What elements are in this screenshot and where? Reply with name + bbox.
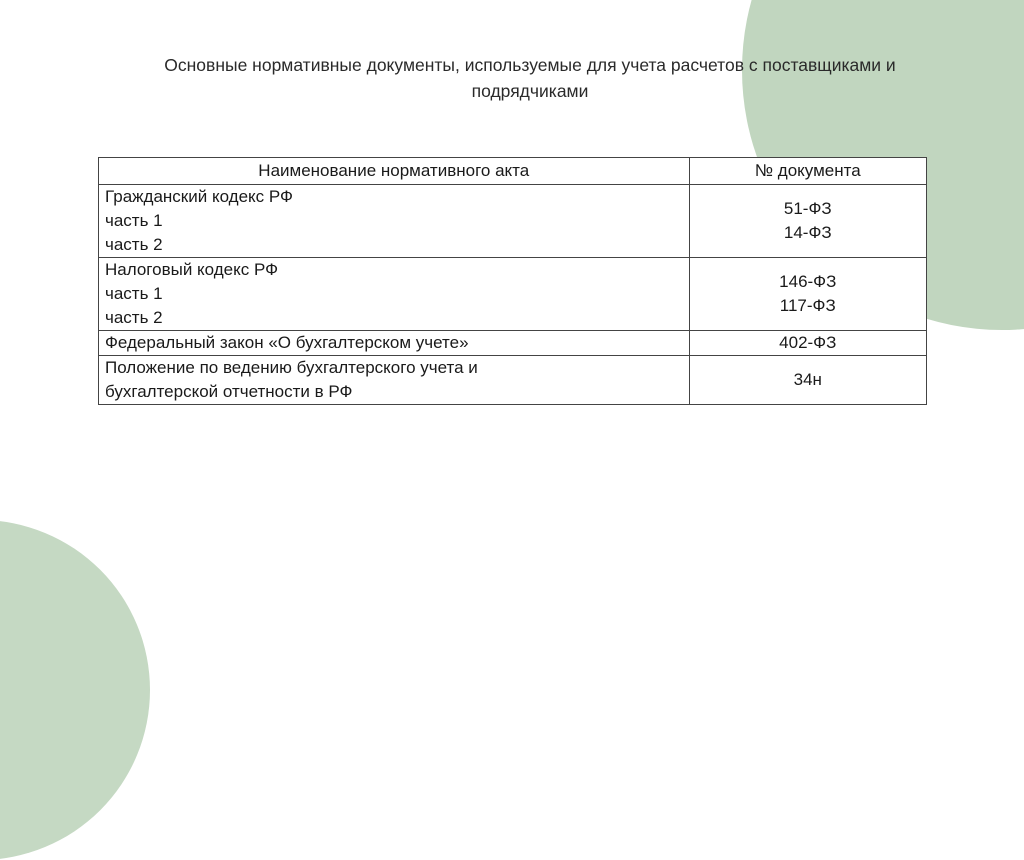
act-name-line: часть 2 (105, 235, 163, 254)
table-row (99, 258, 927, 331)
act-name-line: Гражданский кодекс РФ (105, 187, 293, 206)
act-name-cell (99, 258, 690, 331)
slide-title (60, 52, 1000, 104)
document-number-cell (689, 185, 926, 258)
act-name-line: бухгалтерской отчетности в РФ (105, 382, 353, 401)
document-number-cell (689, 331, 926, 356)
table-row (99, 356, 927, 405)
act-name-line: часть 2 (105, 308, 163, 327)
act-name-cell (99, 356, 690, 405)
slide-title-line-1: Основные нормативные документы, используемые для учета расчетов с поставщиками и (164, 55, 896, 75)
slide-title-line-2: подрядчиками (471, 81, 589, 101)
document-number: 34н (793, 370, 822, 389)
header-name: Наименование нормативного акта (99, 158, 690, 185)
document-number-cell (689, 356, 926, 405)
documents-table (98, 157, 927, 405)
document-number-cell (689, 258, 926, 331)
table-header-row (99, 158, 927, 185)
document-number: 14-ФЗ (783, 223, 832, 242)
document-number: 402-ФЗ (779, 333, 837, 352)
table-row (99, 185, 927, 258)
act-name-line: Налоговый кодекс РФ (105, 260, 279, 279)
document-number: 117-ФЗ (779, 296, 836, 315)
header-number: № документа (689, 158, 926, 185)
act-name-line: Положение по ведению бухгалтерского учета и (105, 358, 478, 377)
document-number: 51-ФЗ (783, 199, 832, 218)
decorative-circle-bottom-left (0, 520, 150, 860)
act-name-cell (99, 331, 690, 356)
table-row (99, 331, 927, 356)
act-name-line: часть 1 (105, 211, 163, 230)
document-number: 146-ФЗ (779, 272, 837, 291)
act-name-line: часть 1 (105, 284, 163, 303)
act-name-cell (99, 185, 690, 258)
act-name-line: Федеральный закон «О бухгалтерском учете» (105, 333, 469, 352)
